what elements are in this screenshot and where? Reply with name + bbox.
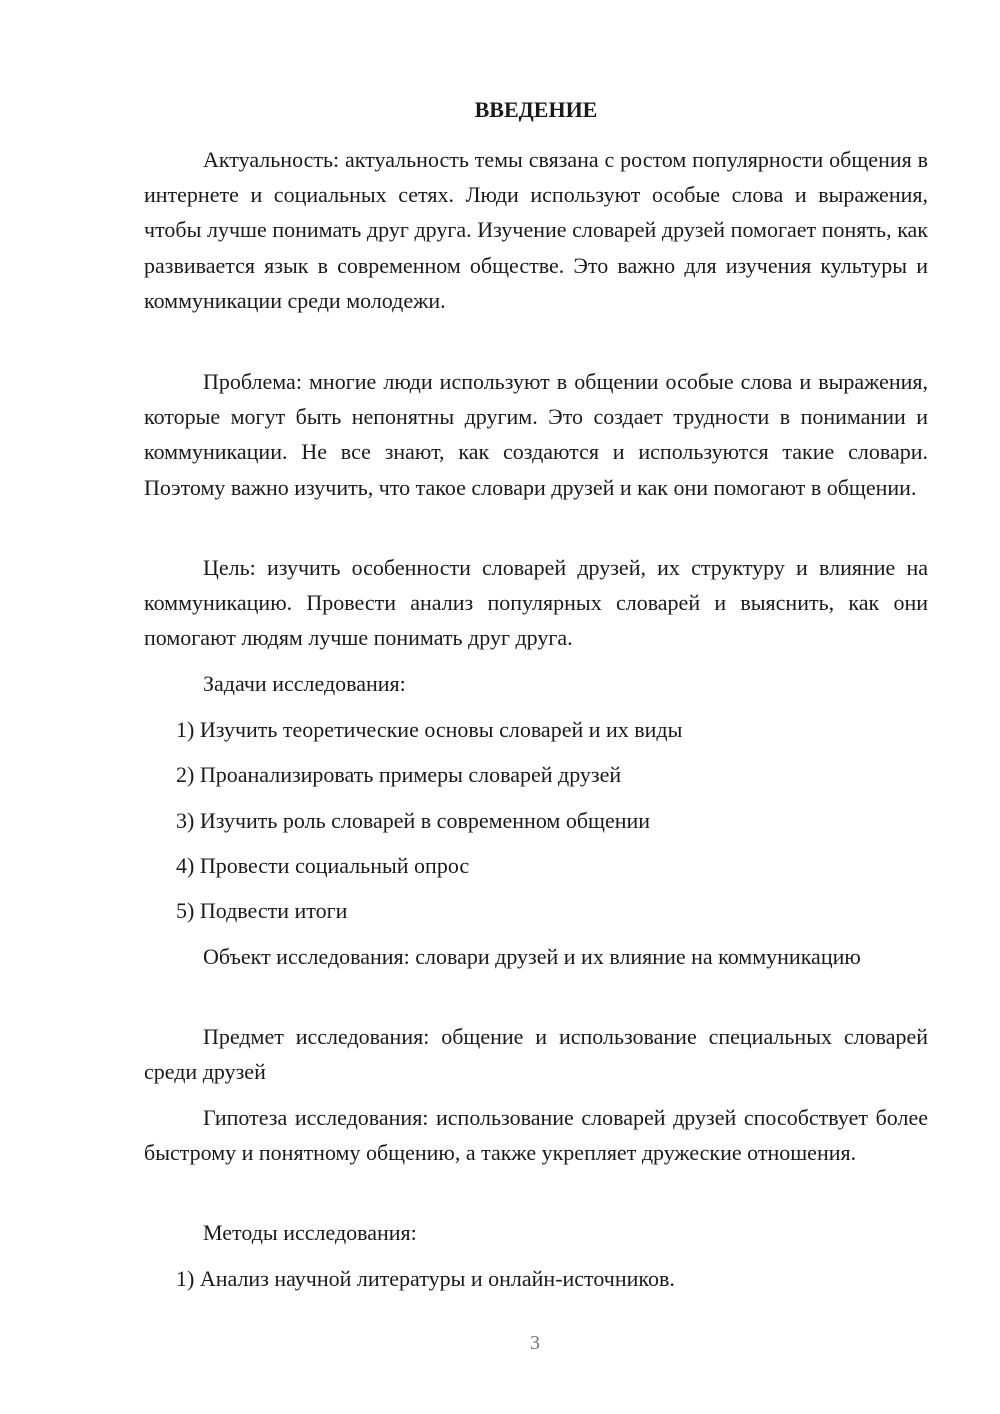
task-item-4: 4) Провести социальный опрос	[176, 853, 470, 878]
object-paragraph: Объект исследования: словари друзей и их влияние на коммуникацию	[203, 944, 861, 969]
page-title: ВВЕДЕНИЕ	[474, 97, 598, 122]
task-item-2: 2) Проанализировать примеры словарей друзей	[176, 762, 622, 787]
methods-heading: Методы исследования:	[203, 1220, 417, 1245]
subject-paragraph: Предмет исследования: общение и использование специальных словарей среди друзей	[144, 1024, 928, 1085]
task-item-5: 5) Подвести итоги	[176, 898, 348, 923]
tasks-heading: Задачи исследования:	[203, 671, 406, 696]
hypothesis-paragraph: Гипотеза исследования: использование словарей друзей способствует более быстрому и понятному общению, а также укрепляет дружеские отношения.	[144, 1105, 928, 1166]
relevance-paragraph: Актуальность: актуальность темы связана с ростом популярности общения в интернете и социальных сетях. Люди используют особые слова и выражения, чтобы лучше понимать друг друга. Изучение словарей друзей помогает понять, как развивается язык в современном обществе. Это важно для изучения культуры и коммуникации среди молодежи.	[144, 147, 928, 313]
problem-paragraph: Проблема: многие люди используют в общении особые слова и выражения, которые могут быть непонятны другим. Это создает трудности в понимании и коммуникации. Не все знают, как создаются и используются такие словари. Поэтому важно изучить, что такое словари друзей и как они помогают в общении.	[144, 369, 928, 500]
task-item-3: 3) Изучить роль словарей в современном общении	[176, 808, 651, 833]
method-item-1: 1) Анализ научной литературы и онлайн-источников.	[176, 1266, 675, 1291]
page-number: 3	[530, 1332, 540, 1354]
task-item-1: 1) Изучить теоретические основы словарей и их виды	[176, 717, 683, 742]
goal-paragraph: Цель: изучить особенности словарей друзей, их структуру и влияние на коммуникацию. Провести анализ популярных словарей и выяснить, как они помогают людям лучше понимать друг друга.	[144, 555, 928, 651]
